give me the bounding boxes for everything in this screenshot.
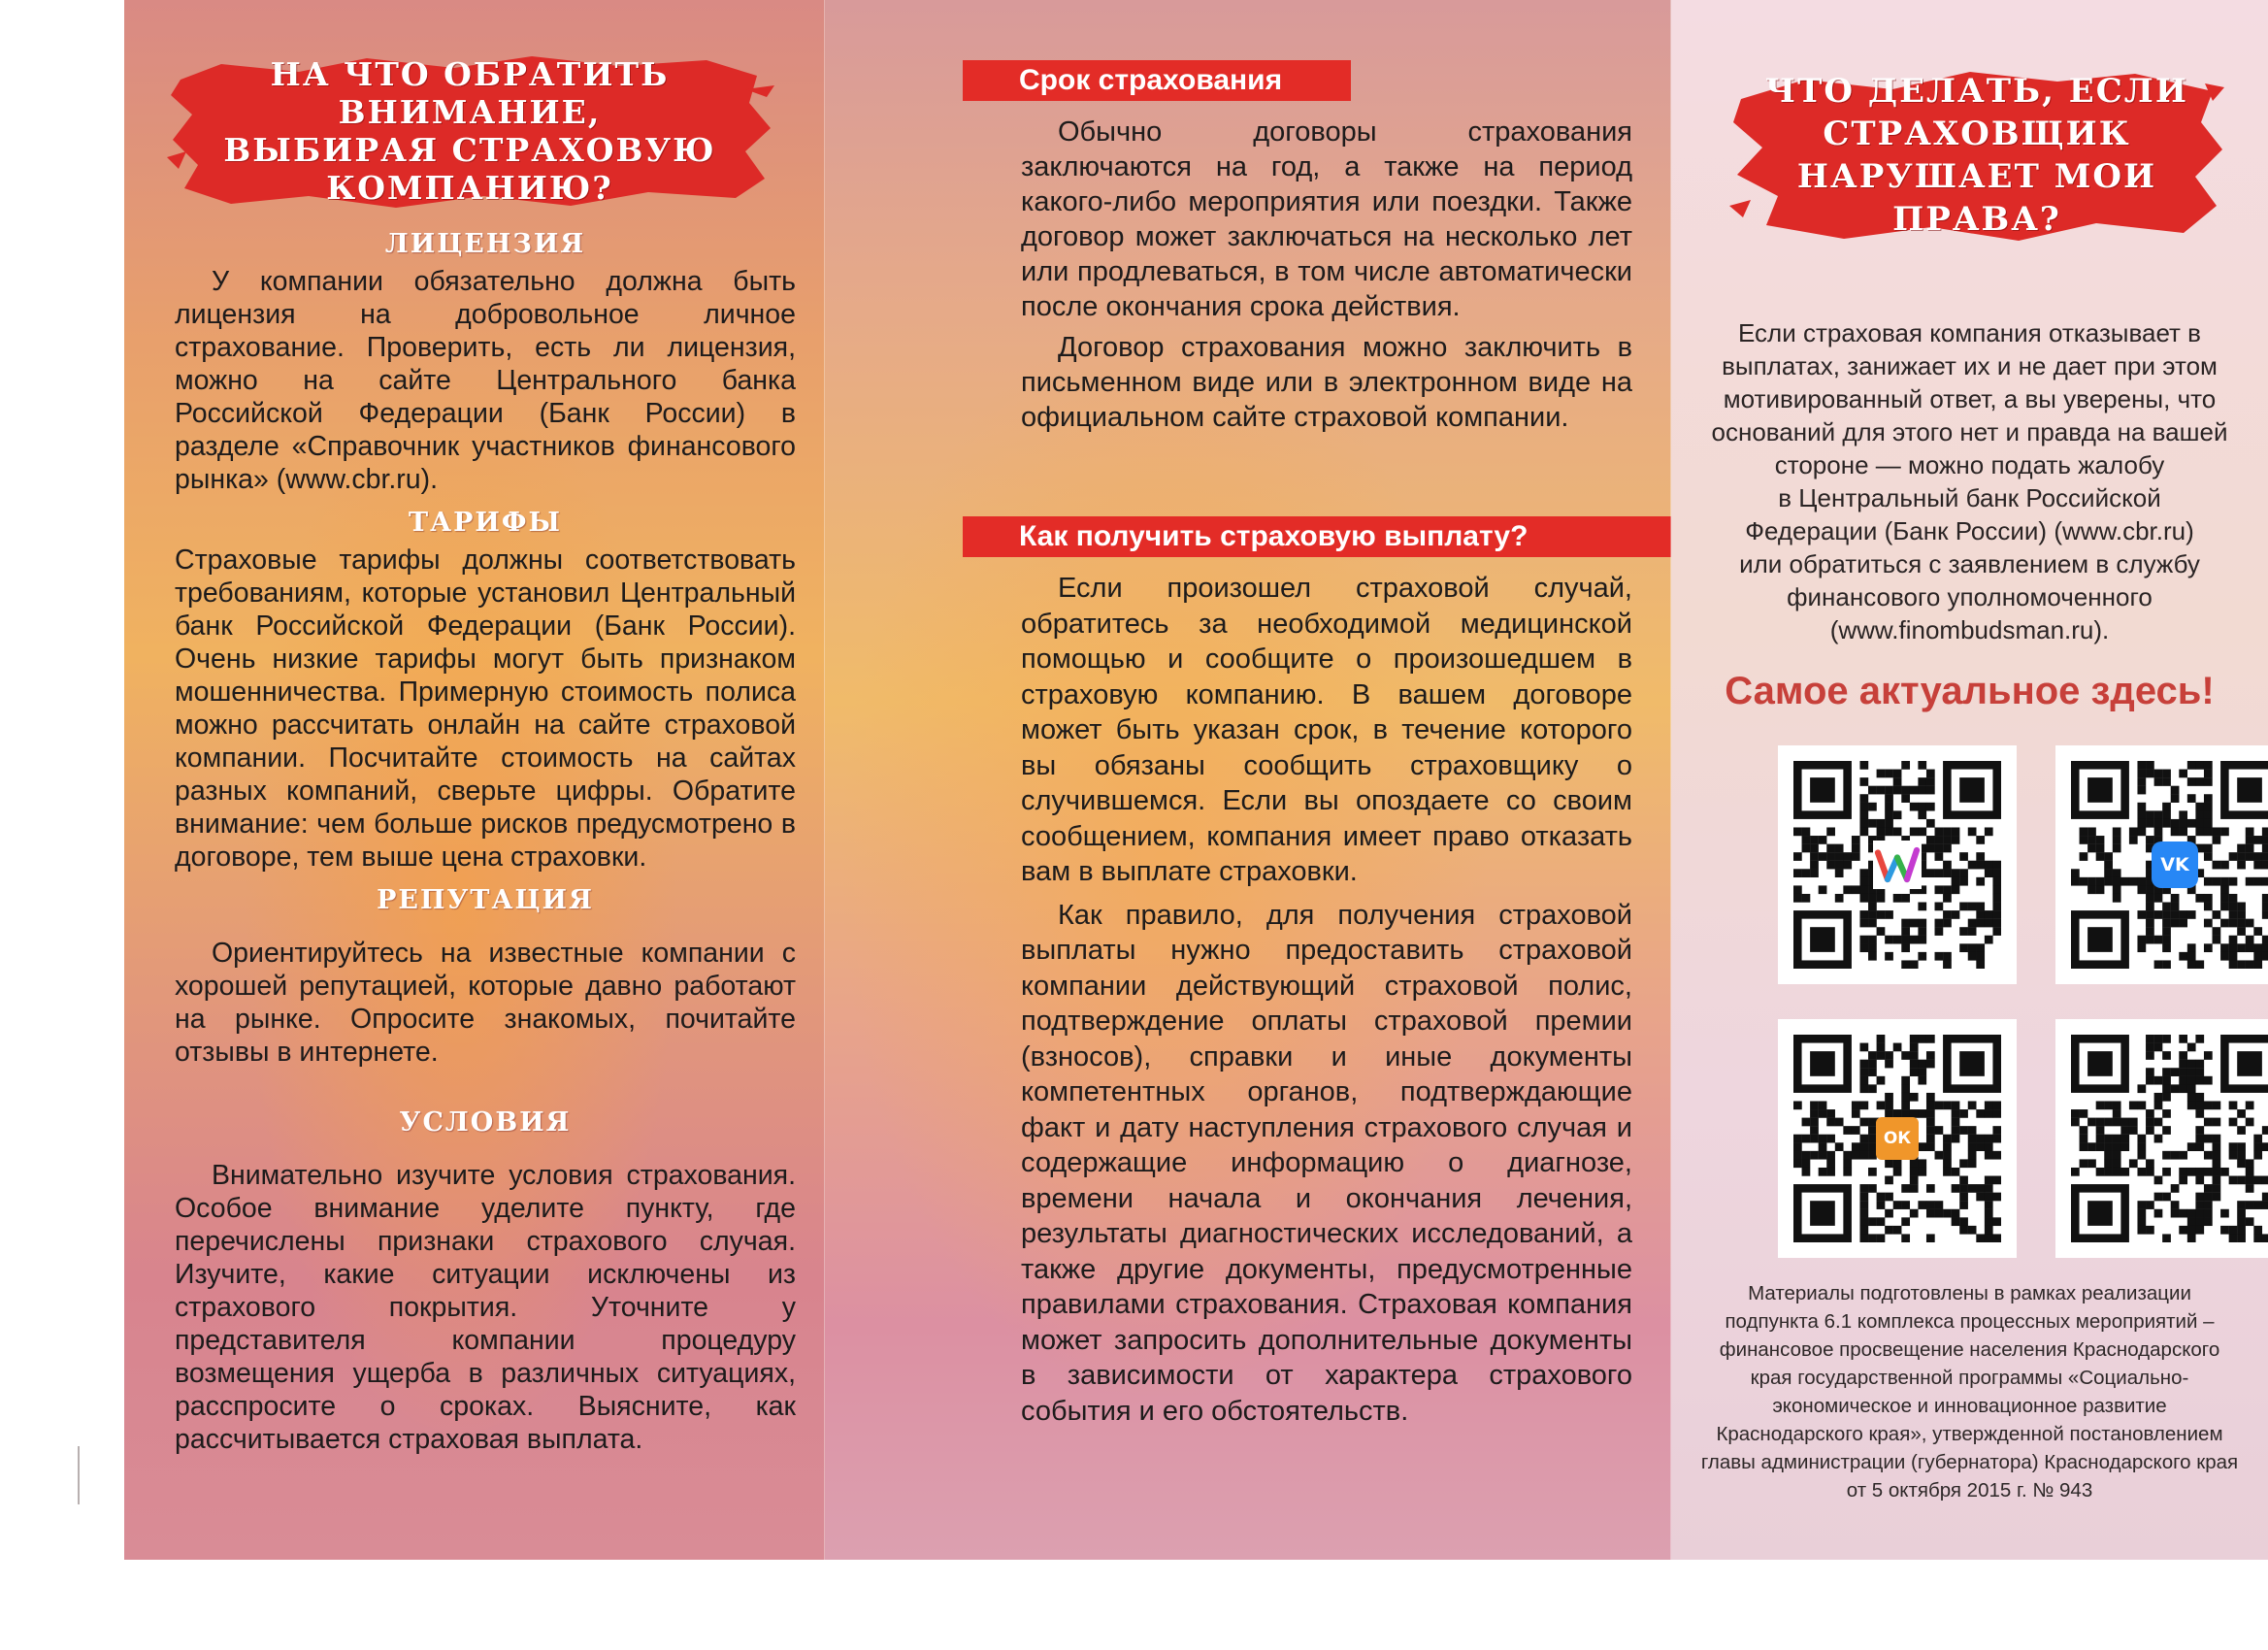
payout-paragraph-1: Если произошел страховой случай, обратитесь за необходимой медицинской помощью и сообщите о произошедшем в страховую компанию. В вашем договоре может быть указан срок, в течение которого вы обязаны сообщить страховщику о случившемся. Если вы опоздаете со своим сообщением, компания имеет право отказать вам в выплате страховки. (1021, 573, 1632, 887)
complaint-line: стороне — можно подать жалобу (1774, 450, 2165, 479)
left-panel (124, 0, 825, 1560)
brochure-sheet (124, 0, 2268, 1560)
complaint-line: или обратиться с заявлением в службу (1739, 549, 2200, 578)
complaint-line: выплатах, занижает их и не дает при этом (1722, 351, 2218, 380)
left-sections (175, 229, 796, 1456)
right-headline: ЧТО ДЕЛАТЬ, ЕСЛИ СТРАХОВЩИК НАРУШАЕТ МОИ ПРАВА? (1765, 71, 2188, 240)
complaint-line: финансового уполномоченного (1787, 582, 2153, 611)
term-heading: Срок страхования (963, 60, 1351, 101)
multicolor-w-logo-icon (1873, 841, 1922, 889)
section-heading-reputation: РЕПУТАЦИЯ (377, 885, 594, 915)
term-paragraph-1: Обычно договоры страхования заключаются на год, а также на период какого-либо мероприятия или поездки. Также договор может заключаться на несколько лет или продлеваться, в том числе автоматически после окончания срока действия. (1021, 116, 1632, 322)
term-paragraph-2: Договор страхования можно заключить в письменном виде или в электронном виде на официальном сайте страховой компании. (1021, 332, 1632, 433)
section-reputation (175, 885, 796, 1069)
right-headline-brush (1727, 60, 2226, 250)
section-conditions (175, 1107, 796, 1456)
complaint-line: Если страховая компания отказывает в (1737, 318, 2201, 347)
footer-line: главы администрации (губернатора) Краснодарского края (1700, 1451, 2239, 1473)
footer-line: финансовое просвещение населения Краснодарского (1719, 1338, 2220, 1361)
cta-heading: Самое актуальное здесь! (1725, 670, 2215, 712)
section-tariffs (175, 508, 796, 874)
qr-code-2[interactable] (2055, 745, 2268, 984)
footer-line: от 5 октября 2015 г. № 943 (1846, 1479, 2093, 1502)
footer-line: Материалы подготовлены в рамках реализации (1748, 1282, 2191, 1304)
section-heading-conditions: УСЛОВИЯ (399, 1107, 572, 1138)
complaint-line: мотивированный ответ, а вы уверены, что (1723, 384, 2217, 413)
payout-heading: Как получить страховую выплату? (963, 516, 1671, 557)
payout-body (1021, 571, 1632, 1429)
complaint-line: оснований для этого нет и правда на вашей (1711, 417, 2228, 446)
complaint-line: Федерации (Банк России) (www.cbr.ru) (1745, 516, 2194, 545)
section-heading-tariffs: ТАРИФЫ (409, 508, 562, 538)
qr-pattern (2071, 1035, 2268, 1242)
left-headline: НА ЧТО ОБРАТИТЬ ВНИМАНИЕ, ВЫБИРАЯ СТРАХОВУЮ КОМПАНИЮ? (223, 55, 716, 207)
complaint-text (1691, 316, 2249, 646)
complaint-line: (www.finombudsman.ru). (1829, 615, 2110, 644)
footer-line: экономическое и инновационное развитие (1772, 1395, 2167, 1417)
section-text-license: У компании обязательно должна быть лицензия на добровольное личное страхование. Проверить, есть ли лицензия, можно на сайте Центрального банка Российской Федерации (Банк России) в разделе «Справочник участников финансового рынка» (www.cbr.ru). (175, 266, 796, 495)
footer-line: подпункта 6.1 комплекса процессных мероприятий – (1725, 1310, 2215, 1333)
ok-logo-icon: ОК (1876, 1117, 1919, 1160)
middle-panel (825, 0, 1671, 1560)
qr-code-1[interactable] (1778, 745, 2017, 984)
section-heading-license: ЛИЦЕНЗИЯ (384, 229, 586, 259)
scan-edge-mark (78, 1446, 80, 1504)
footer-line: края государственной программы «Социально- (1750, 1367, 2189, 1389)
section-license (175, 229, 796, 496)
section-text-tariffs: Страховые тарифы должны соответствовать требованиям, которые установил Центральный банк Российской Федерации (Банк России). Очень низкие тарифы могут быть признаком мошенничества. Примерную стоимость полиса можно рассчитать онлайн на сайте страховой компании. Посчитайте стоимость на сайтах разных компаний, сверьте цифры. Обратите внимание: чем больше рисков предусмотрено в договоре, тем выше цена страховки. (175, 544, 796, 873)
left-headline-brush (163, 50, 776, 214)
qr-code-4[interactable] (2055, 1019, 2268, 1258)
term-body (1021, 115, 1632, 435)
footer-note (1691, 1279, 2249, 1504)
section-text-conditions: Внимательно изучите условия страхования. Особое внимание уделите пункту, где перечислены признаки страхового случая. Изучите, какие ситуации исключены из страхового покрытия. Уточните у представителя компании процедуру возмещения ущерба в различных ситуациях, расспросите о сроках. Выясните, как рассчитывается страховая выплата. (175, 1160, 796, 1455)
qr-code-3[interactable] (1778, 1019, 2017, 1258)
vk-logo-icon: VK (2152, 842, 2198, 888)
section-text-reputation: Ориентируйтесь на известные компании с хорошей репутацией, которые давно работают на рынке. Опросите знакомых, почитайте отзывы в интернете. (175, 938, 796, 1068)
complaint-line: в Центральный банк Российской (1778, 483, 2161, 512)
footer-line: Краснодарского края», утвержденной постановлением (1716, 1423, 2223, 1445)
right-panel (1671, 0, 2268, 1560)
payout-paragraph-2: Как правило, для получения страховой выплаты нужно предоставить страховой компании действующий страховой полис, подтверждение оплаты страховой премии (взносов), справки и иные документы компетентных органов, подтверждающие факт и дату наступления страхового случая и содержащие информацию о диагнозе, времени начала и окончания лечения, результаты диагностических исследований, а также другие документы, предусмотренные правилами страхования. Страховая компания может запросить дополнительные документы в зависимости от характера страхового события и его обстоятельств. (1021, 899, 1632, 1427)
